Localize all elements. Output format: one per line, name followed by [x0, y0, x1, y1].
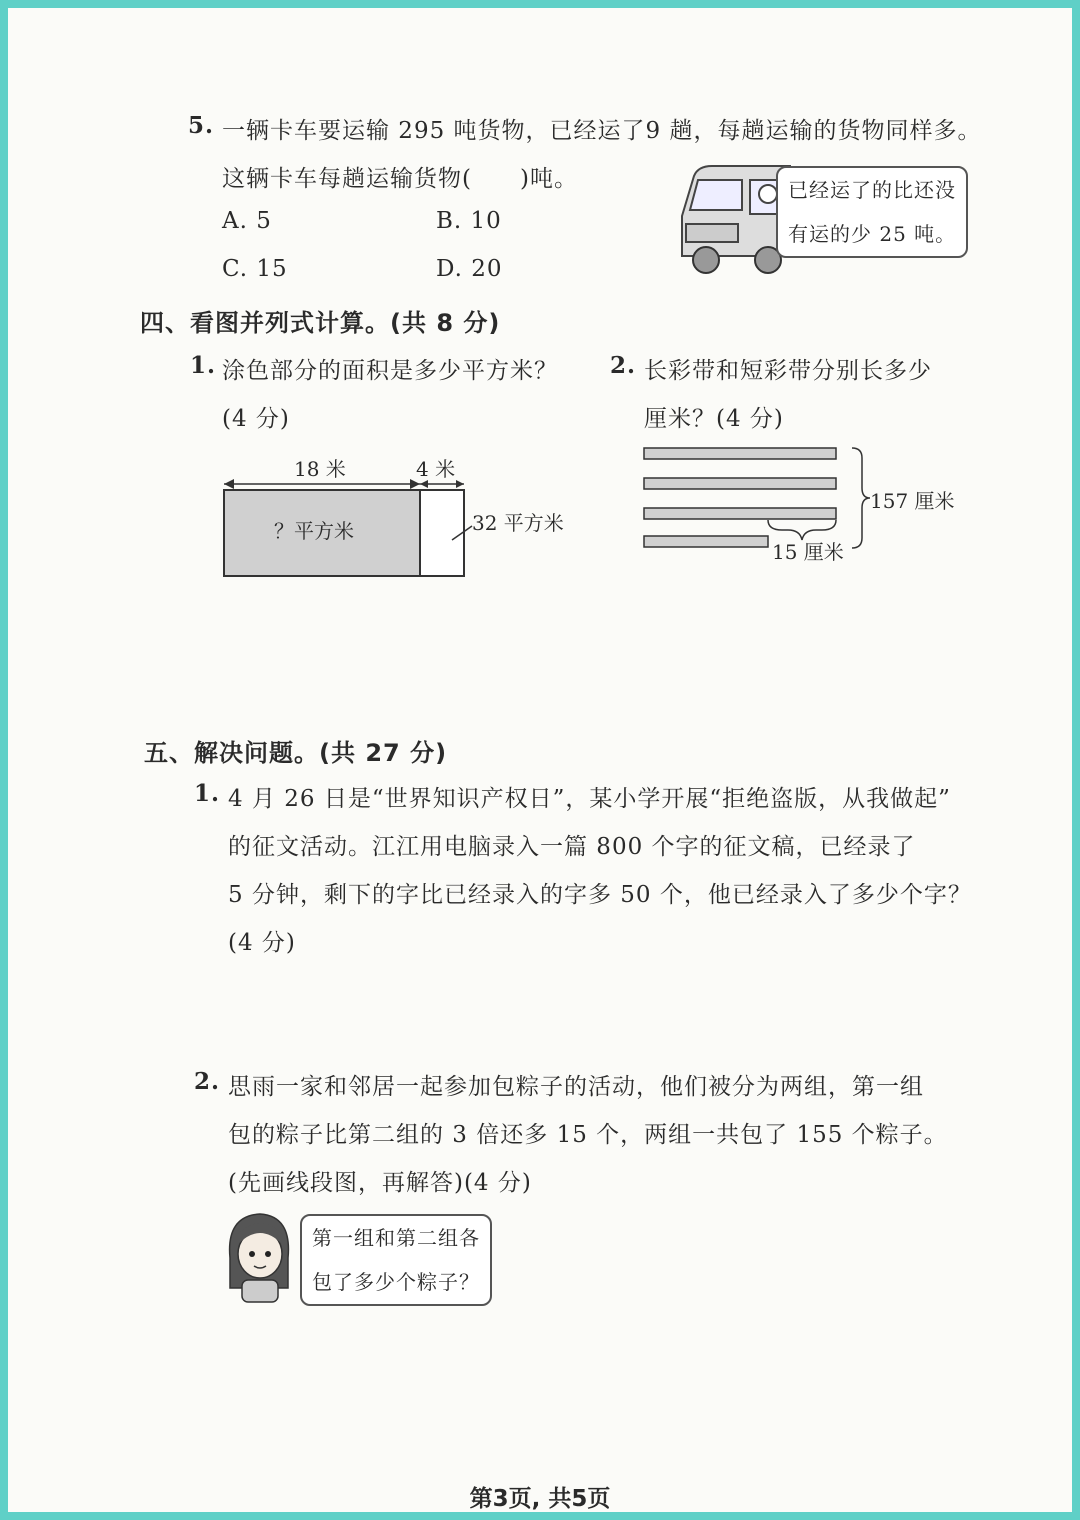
bubble-line-2: 包了多少个粽子？ — [312, 1270, 480, 1294]
q5-number: 5. — [188, 112, 215, 139]
long-ribbon-3 — [644, 508, 836, 519]
s5-q1-line3: 5 分钟，剩下的字比已经录入的字多 50 个，他已经录入了多少个字？ — [228, 882, 972, 908]
s5-q1-line4: (4 分) — [228, 930, 296, 956]
s4-q2-text-line1: 长彩带和短彩带分别长多少 — [644, 358, 932, 384]
arrow-right-icon — [456, 480, 464, 488]
section5-title: 五、解决问题。(共 27 分) — [144, 739, 448, 767]
long-ribbon-1 — [644, 448, 836, 459]
s5-q2-line3: (先画线段图，再解答)(4 分) — [228, 1170, 532, 1196]
q5-line1: 一辆卡车要运输 295 吨货物，已经运了9 趟，每趟运输的货物同样多。 — [222, 118, 982, 144]
s4-q1-text: 涂色部分的面积是多少平方米？ — [222, 358, 558, 384]
arrow-left-icon — [420, 480, 428, 488]
q5-option-a: A. 5 — [222, 208, 272, 234]
q5-option-c: C. 15 — [222, 256, 288, 282]
s5-q2-line2: 包的粽子比第二组的 3 倍还多 15 个，两组一共包了 155 个粽子。 — [228, 1122, 948, 1148]
s4-q1-number: 1. — [190, 352, 217, 379]
ribbon-figure — [638, 438, 998, 568]
label-unknown-area: ？平方米 — [274, 519, 354, 543]
worksheet-page — [8, 8, 1072, 1512]
label-157cm: 157 厘米 — [870, 489, 955, 513]
long-ribbon-2 — [644, 478, 836, 489]
label-15cm: 15 厘米 — [772, 540, 844, 564]
s4-q2-text-line2: 厘米？(4 分) — [644, 406, 784, 432]
short-ribbon — [644, 536, 768, 547]
bubble-line-1: 第一组和第二组各 — [312, 1226, 480, 1250]
q5-line2: 这辆卡车每趟运输货物( )吨。 — [222, 166, 578, 192]
unshaded-rect — [420, 490, 464, 576]
s4-q1-score: (4 分) — [222, 406, 290, 432]
section4-title: 四、看图并列式计算。(共 8 分) — [140, 309, 501, 337]
label-4m: 4 米 — [416, 457, 456, 481]
s5-q1-line1: 4 月 26 日是“世界知识产权日”，某小学开展“拒绝盗版，从我做起” — [228, 786, 951, 812]
girl-illustration — [222, 1208, 296, 1304]
total-brace — [852, 448, 870, 548]
s5-q1-line2: 的征文活动。江江用电脑录入一篇 800 个字的征文稿，已经录了 — [228, 834, 916, 860]
q5-option-d: D. 20 — [436, 256, 503, 282]
s5-q2-number: 2. — [194, 1068, 221, 1095]
s4-q2-number: 2. — [610, 352, 637, 379]
rectangle-area-figure — [208, 444, 608, 584]
s5-q1-number: 1. — [194, 780, 221, 807]
arrow-left-icon — [224, 479, 234, 489]
diff-brace — [768, 520, 836, 540]
label-32-sqm: 32 平方米 — [472, 511, 564, 535]
bubble-line-2: 有运的少 25 吨。 — [788, 222, 957, 246]
s5-q2-line1: 思雨一家和邻居一起参加包粽子的活动，他们被分为两组，第一组 — [228, 1074, 924, 1100]
page-footer: 第3页, 共5页 — [469, 1486, 611, 1512]
q5-option-b: B. 10 — [436, 208, 502, 234]
label-18m: 18 米 — [294, 457, 346, 481]
q5-speech-bubble — [776, 166, 968, 258]
s5-q2-speech-bubble — [300, 1214, 492, 1306]
bubble-line-1: 已经运了的比还没 — [788, 178, 956, 202]
